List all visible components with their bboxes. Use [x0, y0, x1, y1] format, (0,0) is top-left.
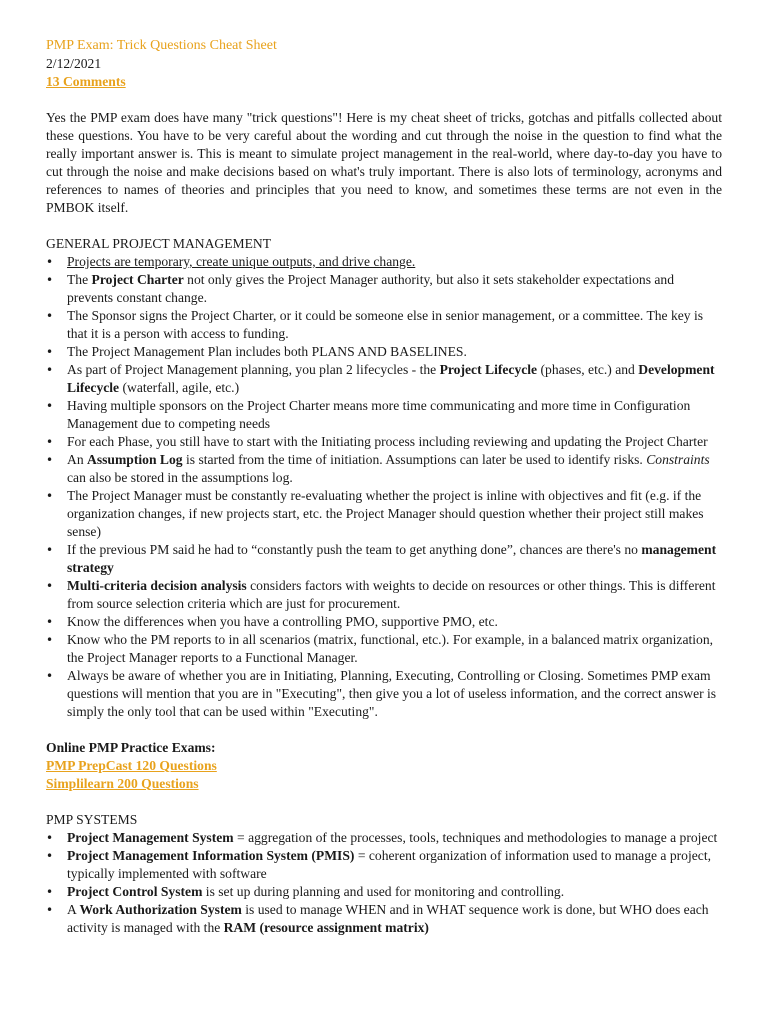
term-project-charter: Project Charter — [91, 272, 184, 287]
link-simplilearn[interactable]: Simplilearn 200 Questions — [46, 776, 199, 791]
list-item — [46, 901, 722, 937]
list-item — [46, 397, 722, 433]
list-item — [46, 577, 722, 613]
list-item-text: The Project Management Plan includes both PLANS AND BASELINES. — [67, 344, 467, 359]
term-development-lifecycle: Development Lifecycle — [67, 362, 715, 395]
list-item — [46, 631, 722, 667]
list-item — [46, 883, 722, 901]
text: not only gives the Project Manager authority, but also it sets stakeholder expectations and prevents constant change. — [67, 272, 675, 305]
text: is set up during planning and used for monitoring and controlling. — [202, 884, 565, 899]
text: = coherent organization of information used to manage a project, typically implemented with software — [67, 848, 711, 881]
list-item — [46, 361, 722, 397]
section-heading-systems: PMP SYSTEMS — [46, 812, 138, 827]
list-item — [46, 541, 722, 577]
list-item-text: Having multiple sponsors on the Project Charter means more time communicating and more time in Configuration Management due to competing needs — [67, 398, 691, 431]
doc-date: 2/12/2021 — [46, 56, 102, 71]
term-assumption-log: Assumption Log — [87, 452, 183, 467]
list-item — [46, 613, 722, 631]
comments-link[interactable]: 13 Comments — [46, 74, 126, 89]
text: The — [67, 272, 92, 287]
list-item — [46, 667, 722, 721]
text: (waterfall, agile, etc.) — [119, 380, 240, 395]
term-ram: RAM (resource assignment matrix) — [223, 920, 429, 935]
term-mcda: Multi-criteria decision analysis — [67, 578, 247, 593]
section-heading-practice: Online PMP Practice Exams: — [46, 740, 216, 755]
general-list — [46, 253, 722, 721]
list-item — [46, 307, 722, 343]
term-constraints: Constraints — [646, 452, 710, 467]
text: A — [67, 902, 80, 917]
list-item-text: The Project Manager must be constantly re-evaluating whether the project is inline with objectives and fit (e.g. if the organization changes, if new projects start, etc. the Project Manager should question whether their project still makes sense) — [67, 488, 704, 539]
term-control-system: Project Control System — [67, 884, 203, 899]
text: If the previous PM said he had to “constantly push the team to get anything done”, chances are there's no — [67, 542, 642, 557]
list-item — [46, 451, 722, 487]
list-item-text: Know who the PM reports to in all scenarios (matrix, functional, etc.). For example, in a balanced matrix organization, the Project Manager reports to a Functional Manager. — [67, 632, 714, 665]
list-item — [46, 829, 722, 847]
text: is used to manage WHEN and in WHAT sequence work is done, but WHO does each activity is managed with the — [67, 902, 709, 935]
list-item-text: Know the differences when you have a controlling PMO, supportive PMO, etc. — [67, 614, 498, 629]
text: considers factors with weights to decide on resources or other things. This is different from source selection criteria which are just for procurement. — [67, 578, 716, 611]
term-management-strategy: management strategy — [67, 542, 717, 575]
list-item — [46, 847, 722, 883]
term-project-lifecycle: Project Lifecycle — [439, 362, 538, 377]
list-item — [46, 343, 722, 361]
doc-title: PMP Exam: Trick Questions Cheat Sheet — [46, 38, 277, 53]
text: = aggregation of the processes, tools, techniques and methodologies to manage a project — [233, 830, 718, 845]
list-item-text: For each Phase, you still have to start with the Initiating process including reviewing and updating the Project Charter — [67, 434, 708, 449]
intro-paragraph: Yes the PMP exam does have many "trick questions"! Here is my cheat sheet of tricks, gotchas and pitfalls collected about these questions. You have to be very careful about the wording and cut through the noise in the question to find what the really important answer is. This is meant to simulate project management in the real-world, where day-to-day you have to cut through the noise and make decisions based on what's truly important. There is also lots of terminology, acronyms and references to names of theories and principles that you need to know, and sometimes these terms are not even in the PMBOK itself. — [46, 110, 722, 215]
term-work-authorization: Work Authorization System — [79, 902, 242, 917]
list-item-text: Always be aware of whether you are in Initiating, Planning, Executing, Controlling or Closing. Sometimes PMP exam questions will mention that you are in "Executing", then give you a lot of useless information, and the correct answer is simply the only tool that can be used within "Executing". — [67, 668, 717, 719]
link-prepcast[interactable]: PMP PrepCast 120 Questions — [46, 758, 217, 773]
list-item — [46, 433, 722, 451]
list-item — [46, 487, 722, 541]
list-item-text: Projects are temporary, create unique outputs, and drive change. — [67, 254, 416, 269]
text: is started from the time of initiation. Assumptions can later be used to identify risks. — [182, 452, 647, 467]
list-item-text: The Sponsor signs the Project Charter, or it could be someone else in senior management, or a committee. The key is that it is a person with access to funding. — [67, 308, 704, 341]
text: (phases, etc.) and — [537, 362, 639, 377]
systems-list — [46, 829, 722, 937]
text: An — [67, 452, 88, 467]
term-pm-system: Project Management System — [67, 830, 234, 845]
list-item — [46, 271, 722, 307]
list-item — [46, 253, 722, 271]
section-heading-general: GENERAL PROJECT MANAGEMENT — [46, 236, 272, 251]
text: As part of Project Management planning, you plan 2 lifecycles - the — [67, 362, 440, 377]
term-pmis: Project Management Information System (PMIS) — [67, 848, 355, 863]
text: can also be stored in the assumptions log. — [67, 470, 293, 485]
